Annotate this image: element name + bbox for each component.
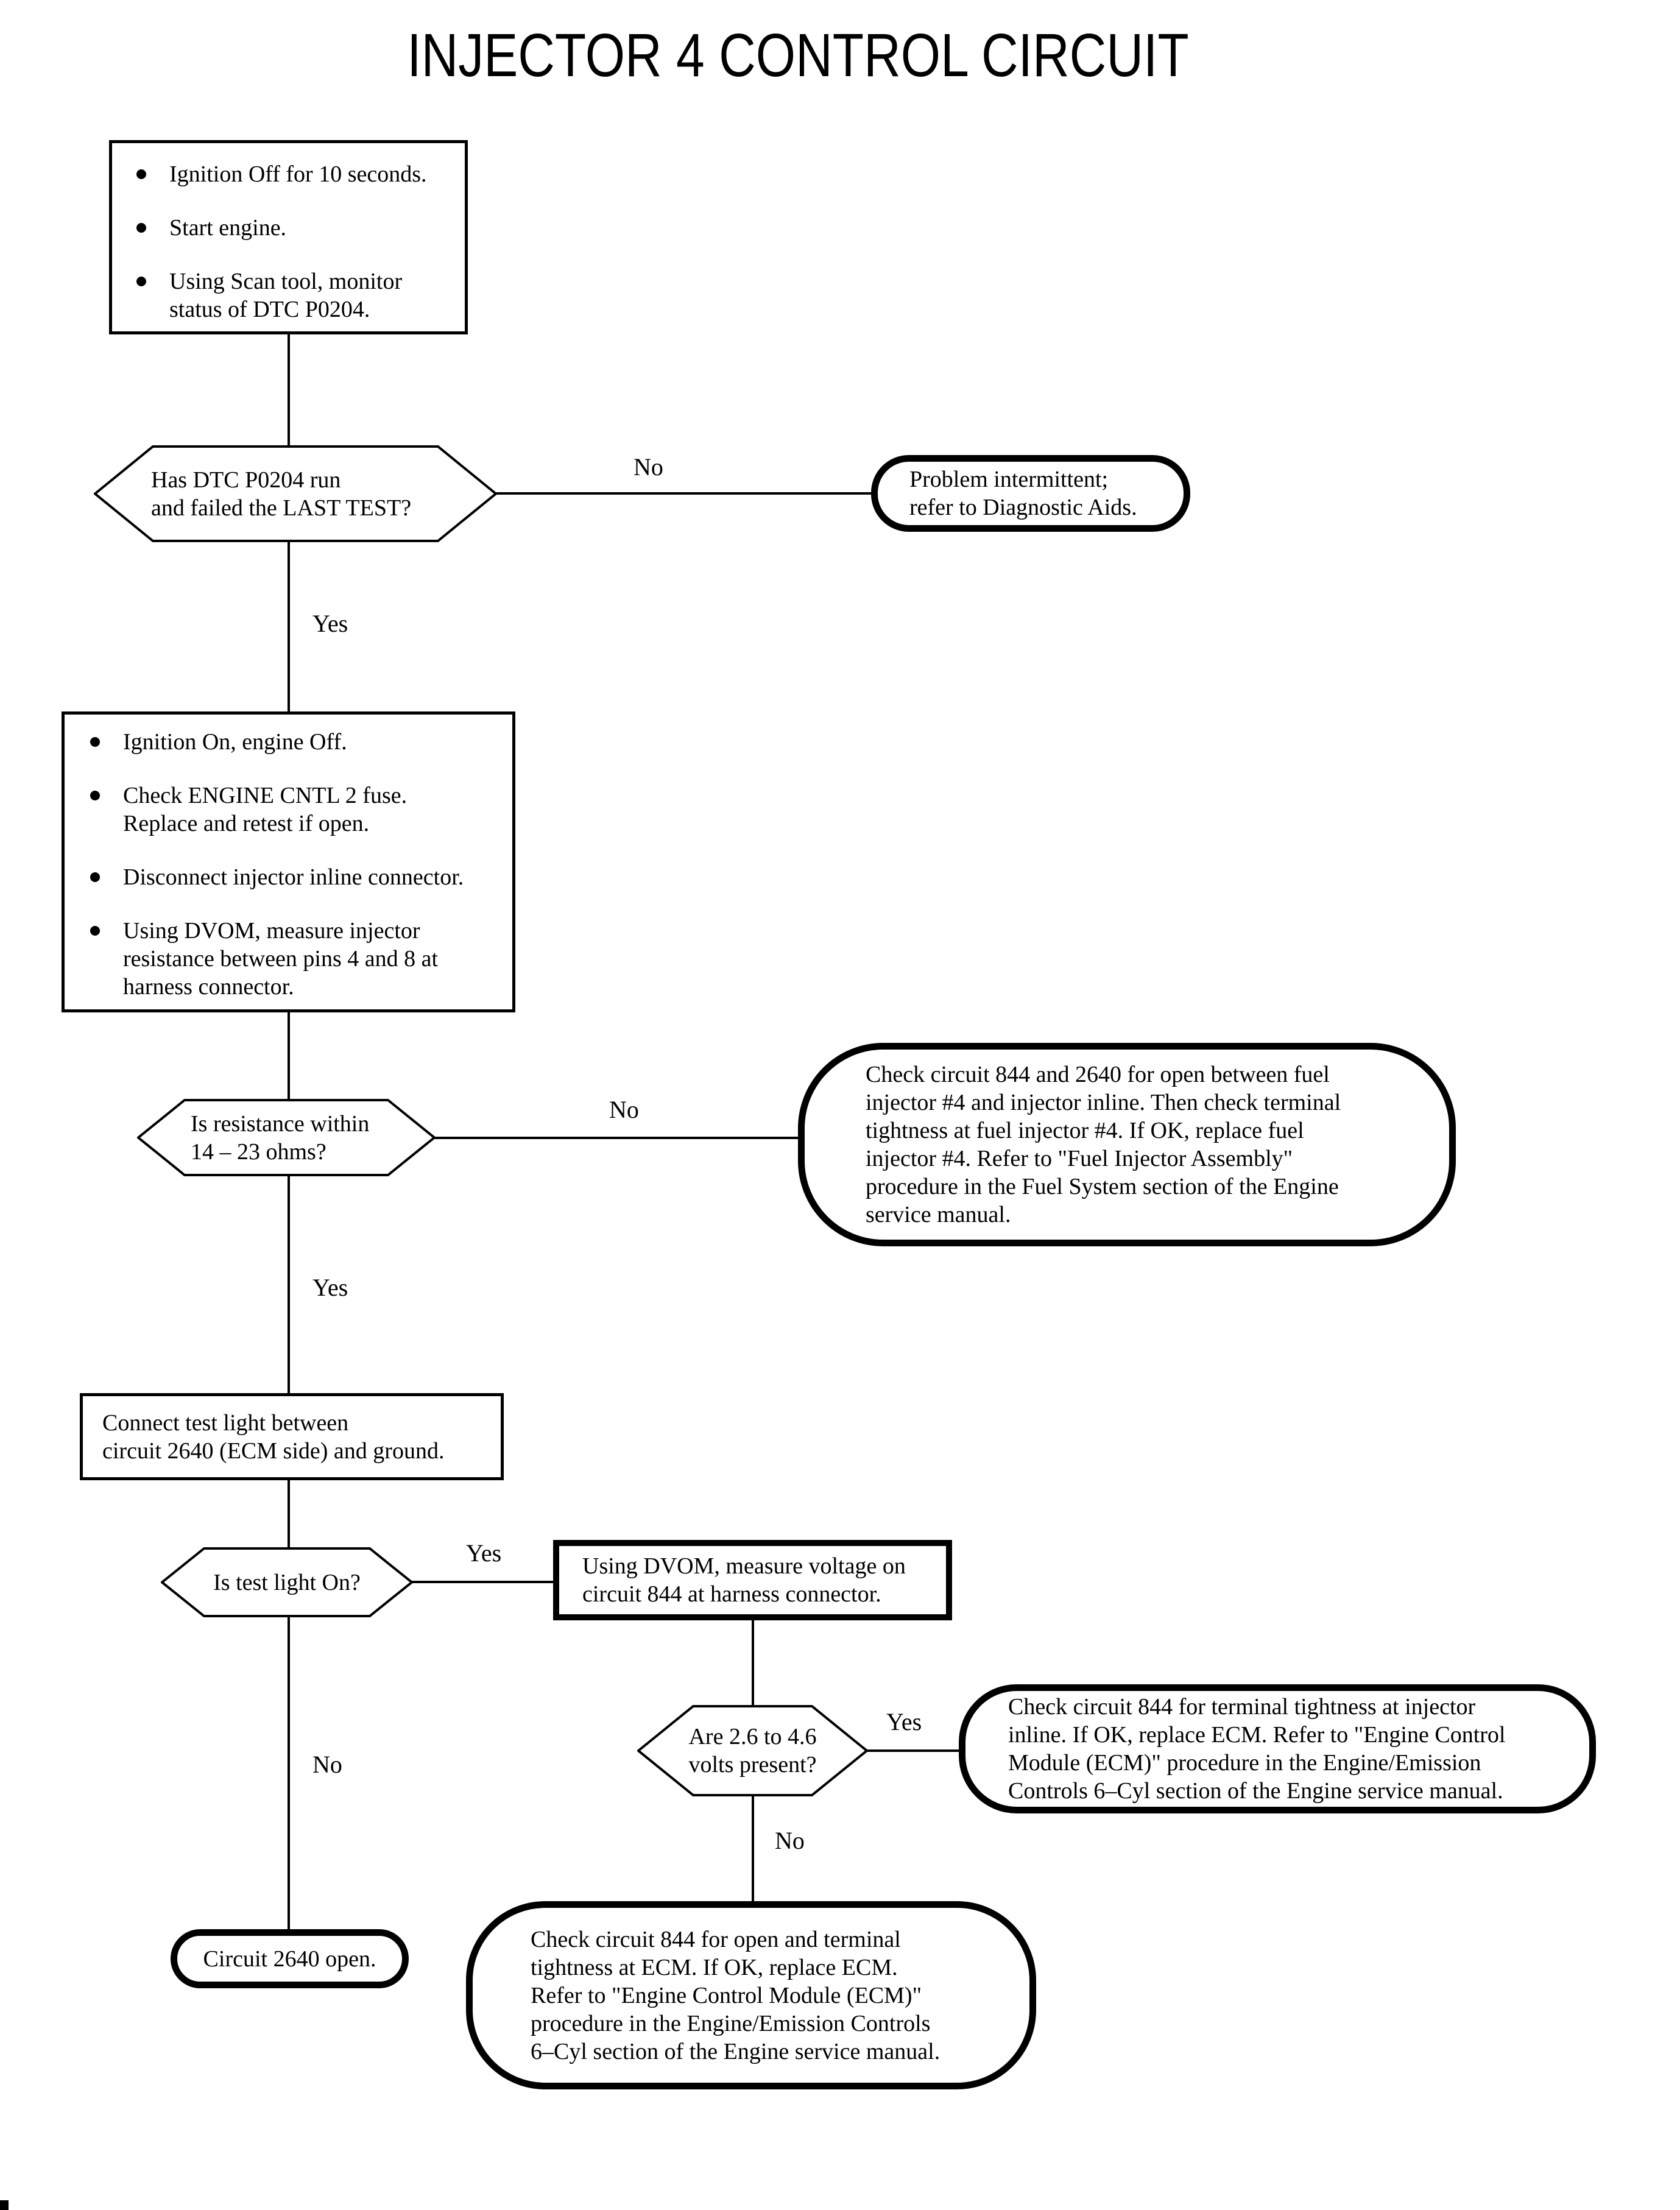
page-title	[0, 22, 1596, 89]
text-line: injector #4 and injector inline. Then check terminal	[866, 1090, 1341, 1115]
text-line: Using Scan tool, monitor	[169, 269, 403, 294]
text-line: and failed the LAST TEST?	[151, 495, 412, 521]
text-line: Is test light On?	[213, 1569, 361, 1595]
text-line: status of DTC P0204.	[169, 297, 370, 322]
text-line: tightness at fuel injector #4. If OK, replace fuel	[866, 1118, 1304, 1143]
decision-resistance-in-range	[137, 1099, 436, 1176]
edge-label-yes: Yes	[312, 1274, 348, 1301]
list-item	[90, 728, 500, 756]
edge-label-no: No	[312, 1751, 342, 1778]
page-title-text: INJECTOR 4 CONTROL CIRCUIT	[407, 21, 1189, 90]
text-line: 6–Cyl section of the Engine service manual.	[531, 2038, 941, 2064]
text-line: 14 – 23 ohms?	[191, 1139, 326, 1165]
text-line: resistance between pins 4 and 8 at	[123, 946, 439, 972]
list-item	[90, 782, 500, 838]
list-item-text	[100, 863, 464, 891]
terminal-problem-intermittent	[871, 455, 1190, 532]
text-line: Start engine.	[169, 215, 287, 241]
list-item-text	[100, 728, 347, 756]
decision-text	[161, 1547, 413, 1617]
text-line: Connect test light between	[102, 1410, 349, 1436]
text-line: service manual.	[866, 1202, 1011, 1227]
connector-p3-to-d3	[288, 1479, 290, 1548]
list-item-text	[100, 917, 438, 1001]
connector-start-to-d1	[288, 334, 290, 447]
connector-d2-to-p3	[288, 1175, 290, 1394]
list-item-text	[146, 160, 427, 188]
terminal-circuit-2640-open	[171, 1929, 409, 1988]
connector-d3-to-t4	[288, 1616, 290, 1930]
bullet-icon	[90, 926, 100, 936]
text-line: Circuit 2640 open.	[203, 1946, 376, 1972]
connector-d1-to-p2	[288, 541, 290, 713]
connector-p4-to-d4	[752, 1619, 754, 1706]
connector-p2-to-d2	[288, 1011, 290, 1100]
text-line: Check circuit 844 and 2640 for open between fuel	[866, 1062, 1330, 1087]
decision-dtc-p0204-run	[94, 445, 497, 542]
text-line: Using DVOM, measure voltage on	[582, 1553, 906, 1579]
decision-voltage-in-range	[637, 1705, 868, 1796]
list-item	[136, 160, 453, 188]
text-line: procedure in the Engine/Emission Controls	[531, 2010, 931, 2036]
bullet-icon	[90, 737, 100, 747]
step-ignition-on-checks	[62, 711, 515, 1012]
list-item	[136, 267, 453, 323]
decision-text	[137, 1099, 436, 1176]
bullet-icon	[136, 277, 146, 286]
connector-d4-yes	[867, 1749, 960, 1752]
connector-d4-to-t5	[752, 1795, 754, 1902]
edge-label-yes: Yes	[466, 1539, 502, 1567]
text-line: circuit 2640 (ECM side) and ground.	[102, 1438, 445, 1464]
text-line: Refer to "Engine Control Module (ECM)"	[531, 1982, 922, 2008]
text-line: Controls 6–Cyl section of the Engine service manual.	[1008, 1778, 1503, 1804]
edge-label-yes: Yes	[312, 610, 348, 637]
edge-label-no: No	[609, 1096, 639, 1123]
text-line: Disconnect injector inline connector.	[123, 864, 464, 890]
edge-label-yes: Yes	[886, 1708, 922, 1735]
text-line: refer to Diagnostic Aids.	[909, 495, 1137, 520]
text-line: injector #4. Refer to "Fuel Injector Assembly"	[866, 1146, 1293, 1171]
text-line: Replace and retest if open.	[123, 811, 370, 836]
list-item-text	[146, 214, 286, 242]
text-line: Check circuit 844 for open and terminal	[531, 1926, 901, 1952]
list-item-text	[146, 267, 402, 323]
text-line: Ignition Off for 10 seconds.	[169, 161, 427, 187]
text-line: Is resistance within	[191, 1110, 370, 1137]
edge-label-no: No	[634, 453, 663, 481]
text-line: volts present?	[688, 1752, 817, 1778]
text-line: Problem intermittent;	[909, 467, 1109, 492]
bullet-icon	[136, 169, 146, 179]
terminal-check-circuit-844-inline	[959, 1684, 1596, 1813]
decision-test-light-on	[161, 1547, 413, 1617]
step-measure-voltage-844	[553, 1540, 952, 1620]
connector-d1-no	[496, 492, 872, 495]
text-line: tightness at ECM. If OK, replace ECM.	[531, 1954, 898, 1980]
scan-artifact	[0, 2200, 9, 2210]
text-line: harness connector.	[123, 974, 294, 1000]
decision-text	[94, 445, 497, 542]
text-line: procedure in the Fuel System section of the Engine	[866, 1174, 1339, 1199]
terminal-check-circuit-844-2640	[798, 1043, 1456, 1246]
step-initial-checks	[109, 140, 468, 334]
decision-text	[637, 1705, 868, 1796]
text-line: circuit 844 at harness connector.	[582, 1581, 881, 1607]
text-line: inline. If OK, replace ECM. Refer to "Engine Control	[1008, 1722, 1506, 1748]
text-line: Check circuit 844 for terminal tightness at injector	[1008, 1694, 1476, 1720]
list-item-text	[100, 782, 407, 838]
text-line: Module (ECM)" procedure in the Engine/Emission	[1008, 1750, 1481, 1776]
text-line: Are 2.6 to 4.6	[688, 1724, 817, 1749]
text-line: Ignition On, engine Off.	[123, 729, 347, 755]
bullet-icon	[136, 223, 146, 233]
connector-d3-yes	[412, 1581, 554, 1583]
text-line: Using DVOM, measure injector	[123, 918, 420, 944]
text-line: Has DTC P0204 run	[151, 467, 341, 493]
bullet-icon	[90, 791, 100, 800]
list-item	[90, 863, 500, 891]
step-connect-test-light	[80, 1393, 504, 1480]
edge-label-no: No	[775, 1827, 805, 1854]
list-item	[90, 917, 500, 1001]
terminal-check-circuit-844-ecm	[466, 1901, 1036, 2089]
text-line: Check ENGINE CNTL 2 fuse.	[123, 783, 408, 808]
bullet-icon	[90, 872, 100, 882]
list-item	[136, 214, 453, 242]
connector-d2-no	[434, 1137, 799, 1139]
